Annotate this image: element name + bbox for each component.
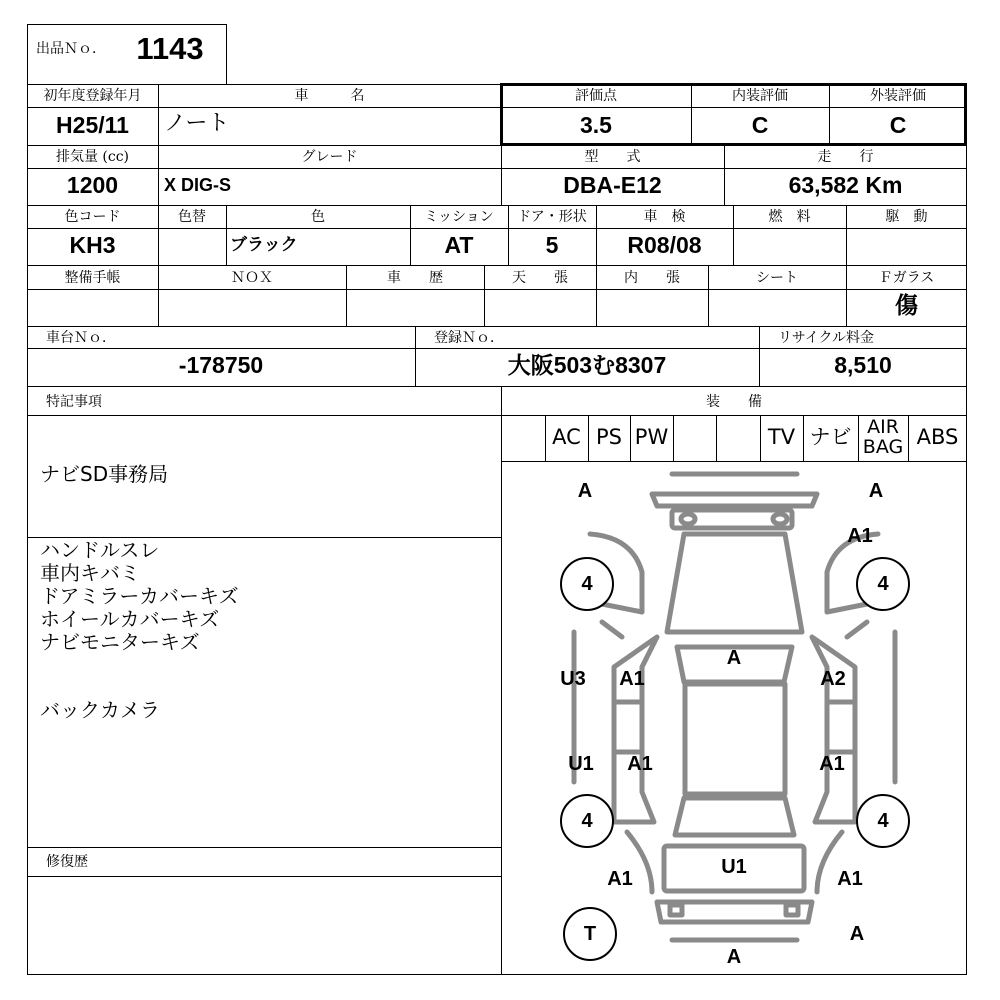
nox-label: ＮＯＸ <box>231 270 273 286</box>
mark-left-a1: A1 <box>619 668 645 690</box>
displacement-label: 排気量 (cc) <box>55 149 130 165</box>
equipment-ps: PS <box>596 425 622 449</box>
mark-right-a2: A2 <box>820 668 846 690</box>
mark-tire-fl: 4 <box>581 573 593 595</box>
color-label: 色 <box>311 209 325 225</box>
mark-left-u1: U1 <box>568 753 594 775</box>
mark-left-u3: U3 <box>560 668 586 690</box>
front-glass-value: 傷 <box>895 293 918 319</box>
notes-line-5: ナビモニターキズ <box>40 630 200 654</box>
mark-tire-rl: 4 <box>581 810 593 832</box>
score-value: 3.5 <box>580 112 612 138</box>
equipment-tv: TV <box>767 425 796 449</box>
drive-label: 駆 動 <box>885 209 928 225</box>
notes-line-3: ドアミラーカバーキズ <box>40 584 239 608</box>
mark-tire-fr: 4 <box>877 573 889 595</box>
mark-spare-tire: T <box>583 923 597 945</box>
score-label: 評価点 <box>575 88 617 104</box>
exterior-grade-value: C <box>889 112 907 138</box>
model-value: DBA-E12 <box>563 172 662 198</box>
fuel-label: 燃 料 <box>768 209 811 225</box>
mark-hood: A <box>726 647 742 669</box>
mileage-value: 63,582 Km <box>788 172 903 198</box>
color-value: ブラック <box>230 235 298 254</box>
mark-front-left: A <box>577 480 593 502</box>
color-code-label: 色コード <box>64 209 121 225</box>
special-notes-label: 特記事項 <box>46 394 102 410</box>
registration-number-value: 大阪503む8307 <box>507 352 667 378</box>
interior-grade-label: 内装評価 <box>732 88 788 104</box>
notes-line-1: ハンドルスレ <box>40 538 160 562</box>
grade-value: X DIG-S <box>164 175 232 195</box>
mark-right-front-a1: A1 <box>847 525 873 547</box>
mission-value: AT <box>444 232 474 258</box>
mark-right-a1: A1 <box>819 753 845 775</box>
chassis-number-value: -178750 <box>178 352 264 378</box>
equipment-abs: ABS <box>916 425 959 449</box>
mark-rear-a: A <box>726 946 742 968</box>
seat-label: シート <box>756 270 798 286</box>
mission-label: ミッション <box>424 209 494 225</box>
car-name-value: ノート <box>164 111 230 136</box>
repaint-label: 色替 <box>178 209 206 225</box>
lot-number-value: 1143 <box>136 31 204 66</box>
equipment-ac: AC <box>552 425 581 449</box>
front-glass-label: Ｆガラス <box>878 270 935 286</box>
roof-lining-label: 天 張 <box>512 270 568 286</box>
mark-rear-left-a1: A1 <box>607 868 633 890</box>
inspection-value: R08/08 <box>627 232 702 258</box>
equipment-pw: PW <box>634 425 669 449</box>
notes-line-2: 車内キバミ <box>40 561 140 585</box>
grade-label: グレード <box>301 149 358 165</box>
chassis-number-label: 車台Ｎｏ． <box>46 330 116 346</box>
mark-left-a1-2: A1 <box>627 753 653 775</box>
car-name-label: 車 名 <box>294 88 365 104</box>
recycle-fee-label: リサイクル料金 <box>778 330 875 346</box>
recycle-fee-value: 8,510 <box>834 352 892 378</box>
registration-number-label: 登録Ｎｏ． <box>434 330 504 346</box>
mark-rear-right-a: A <box>849 923 865 945</box>
color-code-value: KH3 <box>69 232 116 258</box>
mark-tire-rr: 4 <box>877 810 889 832</box>
vehicle-history-label: 車 歴 <box>387 270 443 286</box>
door-shape-label: ドア・形状 <box>517 209 587 225</box>
notes-extra-line: バックカメラ <box>40 698 160 722</box>
service-book-label: 整備手帳 <box>64 270 121 286</box>
door-shape-value: 5 <box>545 232 559 258</box>
model-label: 型 式 <box>584 149 641 165</box>
notes-top-line: ナビSD事務局 <box>40 462 169 486</box>
equipment-navi: ナビ <box>809 425 852 449</box>
equipment-airbag: AIR BAG <box>862 416 904 458</box>
interior-lining-label: 内 張 <box>624 270 680 286</box>
car-damage-diagram <box>502 462 967 974</box>
displacement-value: 1200 <box>66 172 119 198</box>
inspection-label: 車 検 <box>643 209 686 225</box>
mark-front-right: A <box>868 480 884 502</box>
notes-line-4: ホイールカバーキズ <box>40 607 220 631</box>
repair-history-label: 修復歴 <box>46 854 88 870</box>
first-registration-label: 初年度登録年月 <box>43 88 142 104</box>
mileage-label: 走 行 <box>817 149 874 165</box>
equipment-label: 装 備 <box>706 394 762 410</box>
exterior-grade-label: 外装評価 <box>870 88 926 104</box>
mark-rear-right-a1: A1 <box>837 868 863 890</box>
interior-grade-value: C <box>751 112 769 138</box>
lot-number-label: 出品Ｎｏ． <box>36 41 106 57</box>
first-registration-value: H25/11 <box>56 112 129 138</box>
mark-trunk-u1: U1 <box>721 856 747 878</box>
